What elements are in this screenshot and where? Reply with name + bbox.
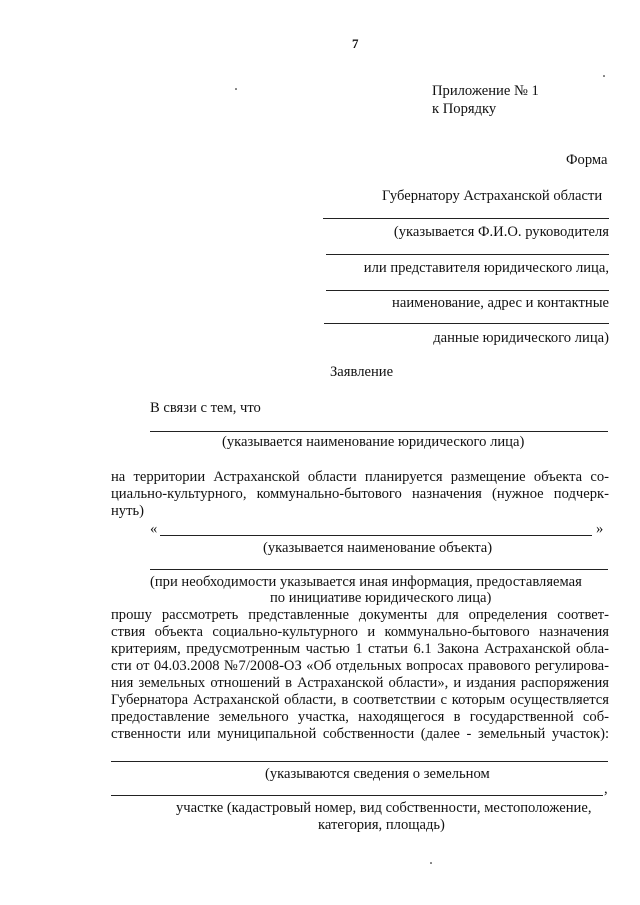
quote-close: » [596,521,604,537]
document-title: Заявление [330,364,394,380]
addressee-blank-2[interactable] [326,254,609,255]
object-name-hint: (указывается наименование объекта) [263,540,493,556]
paragraph-2-line-1: прошу рассмотреть представленные документы для определения соответ- [111,607,609,623]
addressee-blank-4[interactable] [324,323,609,324]
addressee-blank-3[interactable] [326,290,609,291]
form-label: Форма [566,152,608,168]
paragraph-1-line-2: циально-культурного, коммунально-бытового назначения (нужное подчерк- [111,486,609,502]
scan-speck [603,75,605,77]
addressee-hint-4: данные юридического лица) [433,330,609,346]
other-info-hint-1: (при необходимости указывается иная информация, предоставляемая [150,574,582,590]
addressee-blank-1[interactable] [323,218,609,219]
land-info-hint-2: участке (кадастровый номер, вид собственности, местоположение, [176,800,592,816]
paragraph-2-line-8: ственности или муниципальной собственности (далее - земельный участок): [111,726,609,742]
addressee-line: Губернатору Астраханской области [382,188,603,204]
legal-name-hint: (указывается наименование юридического лица) [222,434,525,450]
paragraph-2-line-2: ствия объекта социально-культурного и коммунально-бытового назначения [111,624,609,640]
quote-open: « [150,521,158,537]
paragraph-1-line-1: на территории Астраханской области планируется размещение объекта со- [111,469,609,485]
scan-speck [430,862,432,864]
paragraph-2-line-4: сти от 04.03.2008 №7/2008-ОЗ «Об отдельных вопросах правового регулирова- [111,658,609,674]
other-info-blank[interactable] [150,569,608,570]
paragraph-2-line-5: ния земельных отношений в Астраханской области», и издания распоряжения [111,675,609,691]
paragraph-2-line-3: критериям, предусмотренным частью 1 статьи 6.1 Закона Астраханской обла- [111,641,609,657]
land-info-hint-1: (указываются сведения о земельном [265,766,490,782]
paragraph-2-line-7: предоставление земельного участка, находящегося в государственной соб- [111,709,609,725]
legal-name-blank[interactable] [150,431,608,432]
intro-text: В связи с тем, что [150,400,261,416]
page-number: 7 [352,36,359,51]
object-name-blank[interactable] [160,535,592,536]
addressee-hint-2: или представителя юридического лица, [363,260,609,276]
other-info-hint-2: по инициативе юридического лица) [270,590,492,606]
paragraph-1-line-3: нуть) [111,503,144,519]
paragraph-2-line-6: Губернатора Астраханской области, в соответствии с которым осуществляется [111,692,609,708]
addressee-hint-3: наименование, адрес и контактные [392,295,609,311]
appendix-reference: к Порядку [432,101,497,117]
scan-speck [235,88,237,90]
land-info-blank-2[interactable] [111,795,603,796]
addressee-hint-1: (указывается Ф.И.О. руководителя [393,224,609,240]
land-info-hint-3: категория, площадь) [318,817,445,833]
trailing-comma: , [604,781,608,797]
appendix-title: Приложение № 1 [432,83,539,99]
land-info-blank-1[interactable] [111,761,608,762]
